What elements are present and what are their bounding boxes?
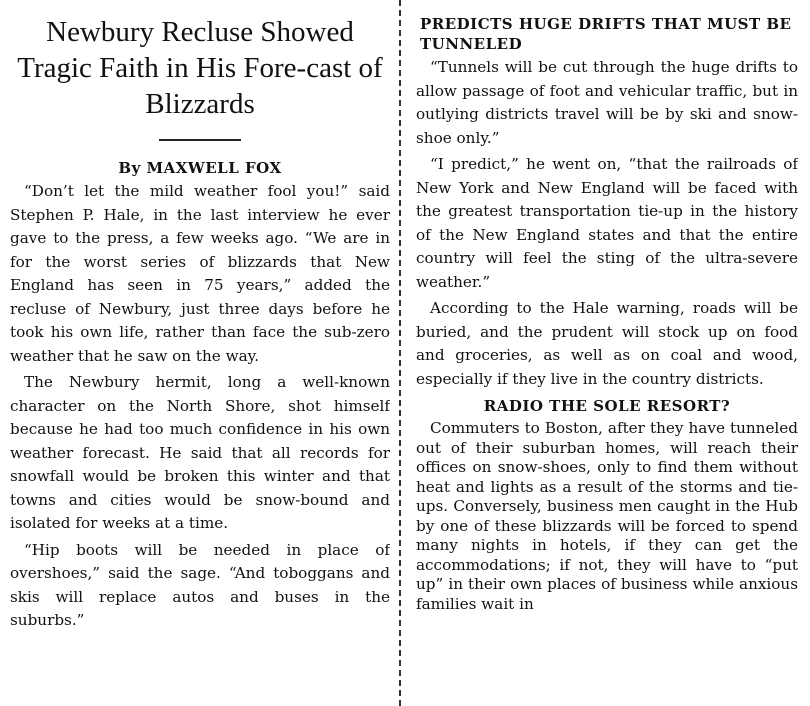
column-divider: [399, 0, 401, 706]
subhead-radio: RADIO THE SOLE RESORT?: [483, 397, 731, 415]
right-column: [416, 0, 798, 706]
paragraph: “Tunnels will be cut through the huge drifts to allow passage of foot and vehicular traffic, but in outlying districts travel will be by ski and snow-shoe only.”: [416, 58, 798, 147]
headline-divider: [159, 139, 241, 141]
paragraph: According to the Hale warning, roads will be buried, and the prudent will stock up on food and groceries, as well as on coal and wood, especially if they live in the country districts.: [416, 299, 798, 388]
paragraph: “Hip boots will be needed in place of overshoes,” said the sage. “And toboggans and skis will replace autos and buses in the suburbs.”: [10, 540, 390, 629]
left-column: [10, 0, 390, 706]
subhead-predicts-drifts: PREDICTS HUGE DRIFTS THAT MUST BE TUNNELED: [420, 15, 792, 53]
paragraph: “Don’t let the mild weather fool you!” said Stephen P. Hale, in the last interview he ever gave to the press, a few weeks ago. “We are in for the worst series of blizzards that New England has seen in 75 years,” added the recluse of Newbury, just three days before he took his own life, rather than face the sub-zero weather that he saw on the way.: [10, 182, 390, 365]
paragraph: “I predict,” he went on, “that the railroads of New York and New England will be faced with the greatest transportation tie-up in the history of the New England states and that the entire country will feel the sting of the ultra-severe weather.”: [416, 155, 798, 291]
paragraph: The Newbury hermit, long a well-known character on the North Shore, shot himself because he had too much confidence in his own weather forecast. He said that all records for snowfall would be broken this winter and that towns and cities would be snow-bound and isolated for weeks at a time.: [10, 373, 390, 532]
byline: By MAXWELL FOX: [118, 159, 282, 177]
paragraph: Commuters to Boston, after they have tunneled out of their suburban homes, will reach their offices on snow-shoes, only to find them without heat and lights as a result of the storms and tie-ups. Conversely, business men caught in the Hub by one of these blizzards will be forced to spend many nights in hotels, if they can get the accommodations; if not, they will have to “put up” in their own places of business while anxious families wait in: [416, 419, 798, 613]
article-headline: Newbury Recluse Showed Tragic Faith in His Fore-cast of Blizzards: [17, 16, 383, 120]
